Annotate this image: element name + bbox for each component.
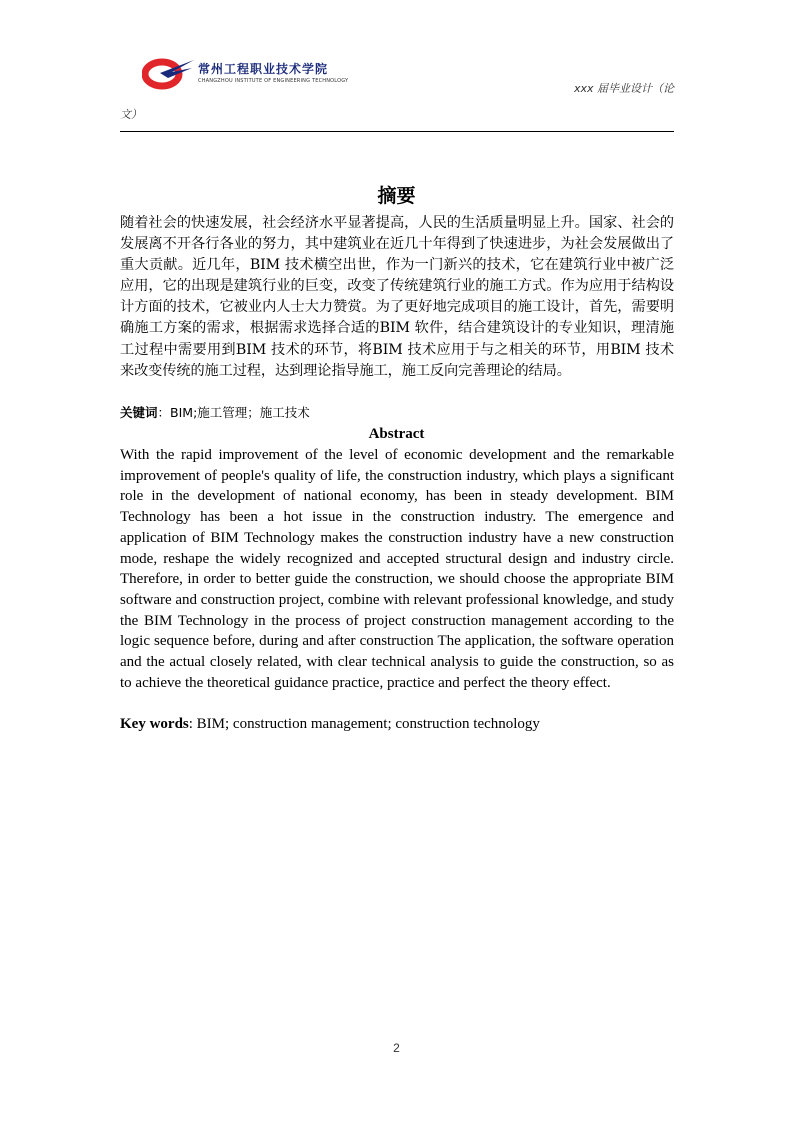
keywords-en-label: Key words — [120, 716, 189, 732]
keywords-en-values: : BIM; construction management; construction technology — [188, 716, 540, 732]
keywords-cn — [120, 403, 310, 421]
abstract-en-body: With the rapid improvement of the level of economic development and the remarkable improvement of people's quality of life, the construction industry, which plays a significant role in the development of national economy, has been in steady development. BIM Technology has been a hot issue in the construction industry. The emergence and application of BIM Technology makes the construction industry have a new construction mode, reshape the widely recognized and accepted structural design and industry circle. Therefore, in order to better guide the construction, we should choose the appropriate BIM software and construction project, combine with relevant professional knowledge, and study the BIM Technology in the process of project construction management according to the logic sequence before, during and after construction The application, the software operation and the actual closely related, with clear technical analysis to guide the construction, so as to achieve the theoretical guidance practice, practice and perfect the theory effect. — [120, 447, 675, 691]
logo-name-cn: 常州工程职业技术学院 — [198, 62, 329, 76]
abstract-cn-body: 随着社会的快速发展，社会经济水平显著提高，人民的生活质量明显上升。国家、社会的发展离不开各行各业的努力，其中建筑业在近几十年得到了快速进步，为社会发展做出了重大贡献。近几年，BIM 技术横空出世，作为一门新兴的技术，它在建筑行业中被广泛应用，它的出现是建筑行业的巨变，改变了传统建筑行业的施工方式。作为应用于结构设计方面的技术，它被业内人士大力赞赏。为了更好地完成项目的施工设计，首先，需要明确施工方案的需求，根据需求选择合适的BIM 软件，结合建筑设计的专业知识，理清施工过程中需要用到BIM 技术的环节，将BIM 技术应用于与之相关的环节，用BIM 技术来改变传统的施工过程，达到理论指导施工，施工反向完善理论的结局。 — [120, 215, 674, 379]
keywords-cn-values: ：BIM;施工管理；施工技术 — [157, 405, 310, 420]
page-header — [120, 50, 674, 132]
page-number: 2 — [393, 1041, 400, 1055]
abstract-en-title: Abstract — [368, 426, 425, 442]
keywords-cn-label: 关键词 — [120, 405, 158, 420]
logo-name-en: CHANGZHOU INSTITUTE OF ENGINEERING TECHNOLOGY — [198, 78, 349, 84]
header-divider — [120, 131, 674, 132]
college-logo — [142, 56, 349, 92]
header-title: xxx 届毕业设计（论 — [573, 82, 674, 95]
header-title-continued: 文） — [120, 108, 142, 121]
college-emblem-icon — [142, 56, 198, 92]
abstract-cn-title: 摘要 — [377, 185, 416, 207]
keywords-en — [120, 716, 540, 733]
